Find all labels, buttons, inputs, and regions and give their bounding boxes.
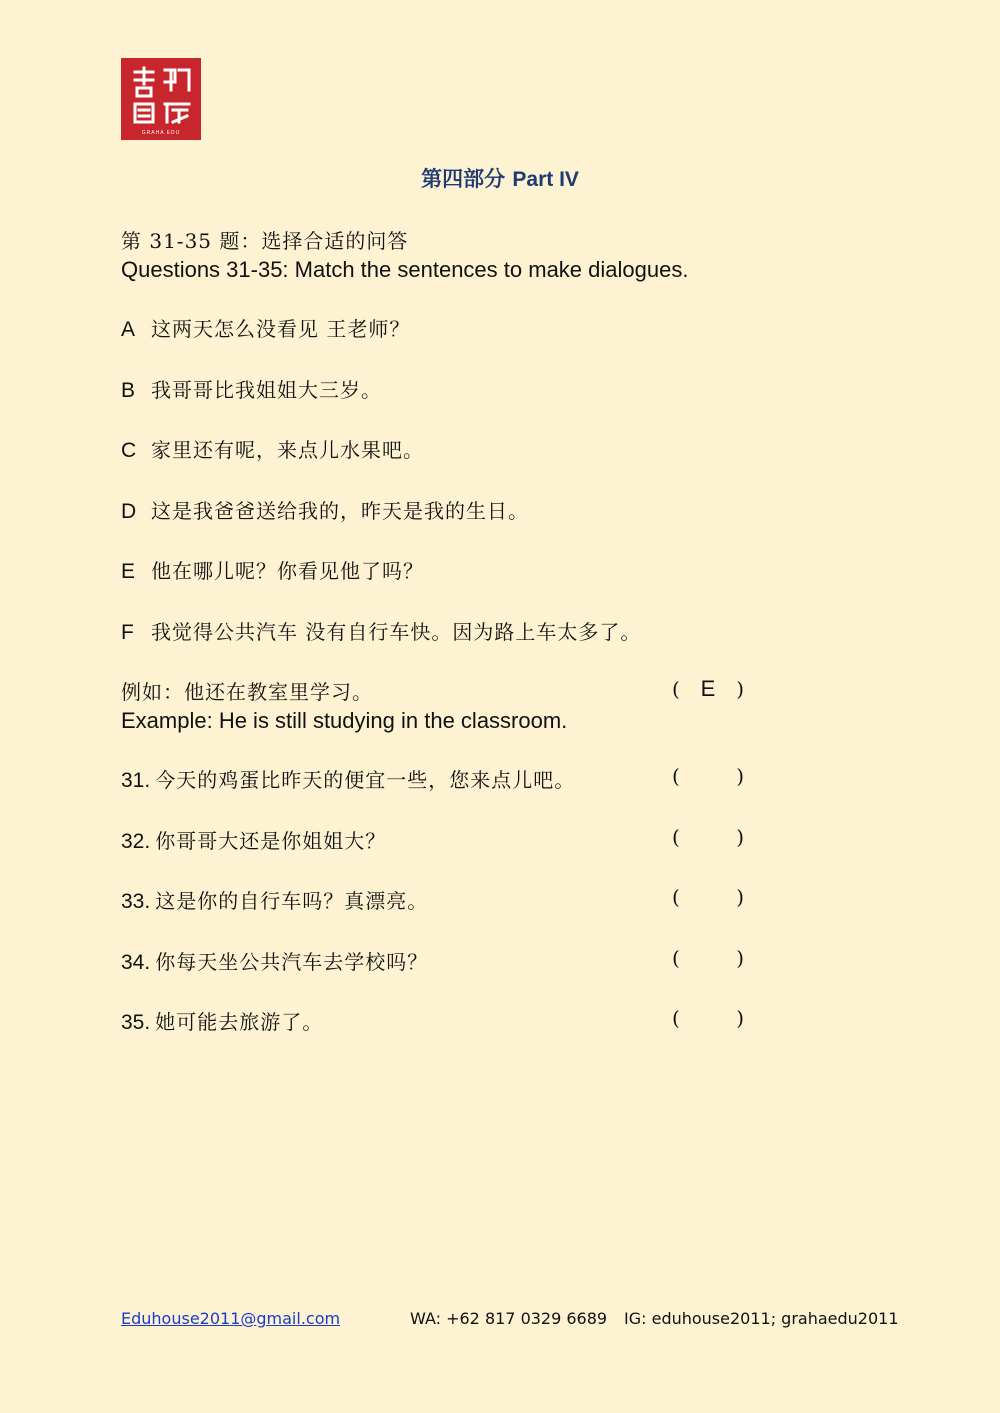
paren-close: ) [736,1006,744,1030]
option-letter: E [121,560,136,583]
paren-close: ) [736,946,744,970]
option-text: 家里还有呢，来点儿水果吧。 [151,438,424,462]
option-letter: C [121,439,137,462]
example-answer: E [700,676,716,701]
option-letter: F [121,621,134,644]
question-33 [121,885,428,914]
question-number: 33. [121,890,151,913]
example-answer-box [672,676,744,702]
graha-edu-logo [121,58,201,140]
paren-open: ( [672,764,680,788]
option-f [121,616,641,645]
option-a [121,313,410,342]
option-text: 他在哪儿呢？你看见他了吗？ [151,559,424,583]
paren-open: ( [672,1006,680,1030]
question-31 [121,764,575,793]
paren-open: ( [672,885,680,909]
question-34 [121,946,428,975]
answer-box-34[interactable] [672,946,744,970]
question-35 [121,1006,323,1035]
paren-close: ) [736,825,744,849]
option-c [121,434,424,463]
paren-open: ( [672,825,680,849]
footer-whatsapp: WA: +62 817 0329 6689 [410,1309,608,1328]
footer-instagram: IG: eduhouse2011; grahaedu2011 [624,1309,899,1328]
question-text: 你每天坐公共汽车去学校吗？ [155,950,429,974]
answer-box-32[interactable] [672,825,744,849]
question-number: 35. [121,1011,151,1034]
title-en: Part IV [512,168,579,191]
option-d [121,495,529,524]
option-letter: D [121,500,137,523]
title-zh: 第四部分 [421,166,506,191]
question-32 [121,825,386,854]
email-link[interactable]: Eduhouse2011@gmail.com [121,1309,341,1328]
footer-email[interactable] [121,1309,340,1328]
answer-box-35[interactable] [672,1006,744,1030]
question-number: 32. [121,830,151,853]
paren-close: ) [736,677,744,701]
answer-box-33[interactable] [672,885,744,909]
logo-caption: GRAHA EDU [141,130,181,136]
option-letter: A [121,318,136,341]
instruction-en: Questions 31-35: Match the sentences to make dialogues. [121,257,689,282]
question-number: 34. [121,951,151,974]
logo-seal-icon [121,58,201,140]
option-text: 我哥哥比我姐姐大三岁。 [151,378,382,402]
option-b [121,374,382,403]
page-title [0,163,1000,193]
option-text: 这是我爸爸送给我的，昨天是我的生日。 [151,499,529,523]
paren-open: ( [672,677,680,701]
question-text: 她可能去旅游了。 [155,1010,324,1034]
example-en: Example: He is still studying in the classroom. [121,708,568,733]
option-e [121,555,424,584]
option-text: 这两天怎么没看见 王老师？ [151,317,411,341]
example-zh: 例如：他还在教室里学习。 [121,680,373,704]
option-letter: B [121,379,136,402]
question-number: 31. [121,769,151,792]
instruction-zh: 第 31-35 题：选择合适的问答 [121,229,409,253]
question-text: 这是你的自行车吗？真漂亮。 [155,889,429,913]
question-text: 今天的鸡蛋比昨天的便宜一些，您来点儿吧。 [155,768,576,792]
question-text: 你哥哥大还是你姐姐大？ [155,829,387,853]
paren-open: ( [672,946,680,970]
paren-close: ) [736,764,744,788]
answer-box-31[interactable] [672,764,744,788]
option-text: 我觉得公共汽车 没有自行车快。因为路上车太多了。 [151,620,642,644]
paren-close: ) [736,885,744,909]
